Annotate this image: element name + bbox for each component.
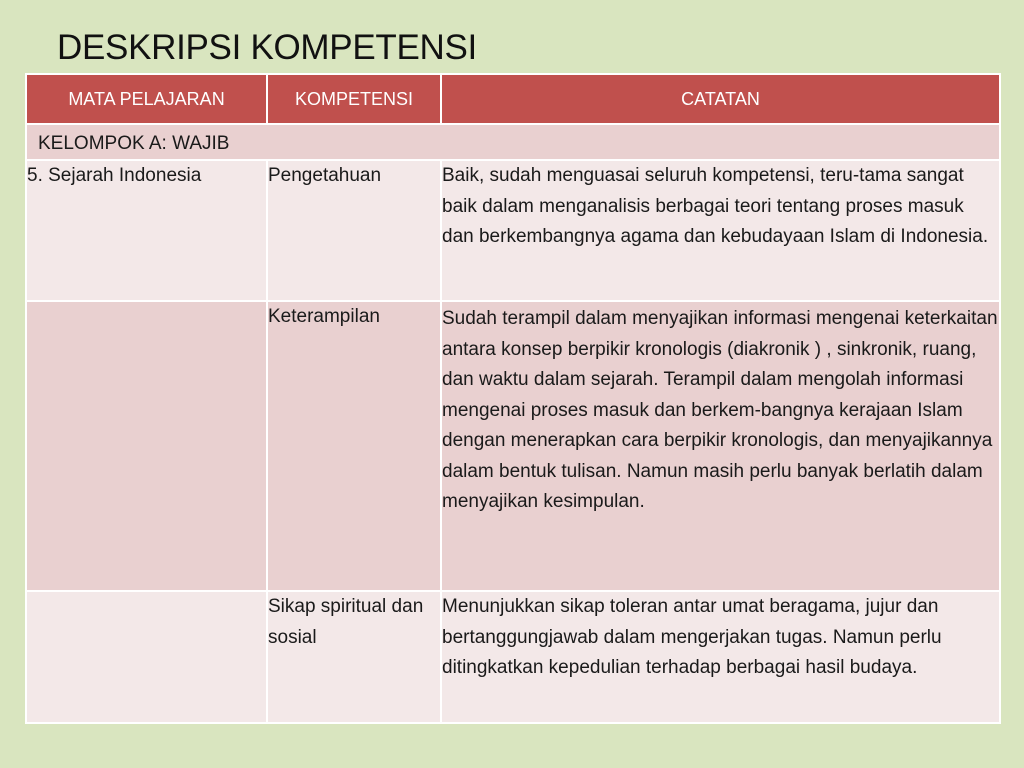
subject-cell — [26, 301, 267, 591]
competency-cell: Sikap spiritual dan sosial — [267, 591, 441, 723]
group-row — [26, 124, 1000, 160]
subject-cell: 5. Sejarah Indonesia — [26, 160, 267, 301]
page-title: DESKRIPSI KOMPETENSI — [57, 28, 477, 67]
header-notes: CATATAN — [441, 74, 1000, 124]
note-cell: Sudah terampil dalam menyajikan informasi mengenai keterkaitan antara konsep berpikir kronologis (diakronik ) , sinkronik, ruang, dan waktu dalam sejarah. Terampil dalam mengolah informasi mengenai proses masuk dan berkem-bangnya kerajaan Islam dengan menerapkan cara berpikir kronologis, dan menyajikannya dalam bentuk tulisan. Namun masih perlu banyak berlatih dalam menyajikan kesimpulan. — [441, 301, 1000, 591]
competency-cell: Pengetahuan — [267, 160, 441, 301]
table-row — [26, 591, 1000, 723]
competency-cell: Keterampilan — [267, 301, 441, 591]
note-cell: Menunjukkan sikap toleran antar umat beragama, jujur dan bertanggungjawab dalam mengerjakan tugas. Namun perlu ditingkatkan kepedulian terhadap berbagai hasil budaya. — [441, 591, 1000, 723]
competency-table — [25, 73, 1001, 724]
note-cell: Baik, sudah menguasai seluruh kompetensi, teru-tama sangat baik dalam menganalisis berbagai teori tentang proses masuk dan berkembangnya agama dan kebudayaan Islam di Indonesia. — [441, 160, 1000, 301]
table-row — [26, 160, 1000, 301]
header-subject: MATA PELAJARAN — [26, 74, 267, 124]
header-competency: KOMPETENSI — [267, 74, 441, 124]
table-header-row — [26, 74, 1000, 124]
group-label: KELOMPOK A: WAJIB — [26, 124, 1000, 160]
table-row — [26, 301, 1000, 591]
subject-cell — [26, 591, 267, 723]
